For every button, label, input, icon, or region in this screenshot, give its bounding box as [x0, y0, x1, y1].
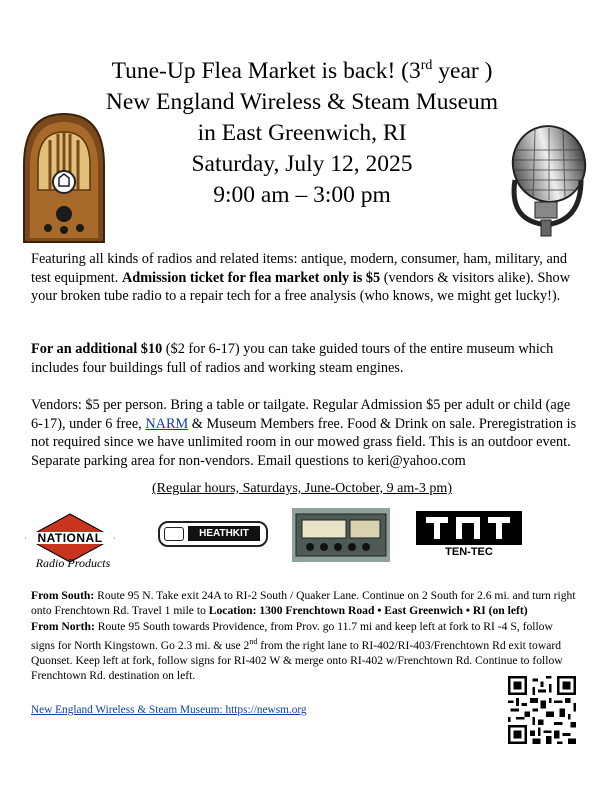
location-address: Location: 1300 Frenchtown Road • East Greenwich • RI (on left)	[208, 604, 528, 618]
header-date: Saturday, July 12, 2025	[191, 151, 413, 177]
microphone-icon	[497, 120, 591, 238]
cathedral-radio-icon	[18, 110, 110, 244]
regular-hours-note: (Regular hours, Saturdays, June-October, 9 am-3 pm)	[152, 481, 452, 496]
header-line-1: Tune-Up Flea Market is back! (3rd year )	[111, 58, 493, 84]
header-line-2: New England Wireless & Steam Museum	[105, 89, 499, 115]
tentec-logo	[416, 511, 522, 561]
header-time: 9:00 am – 3:00 pm	[213, 182, 391, 208]
museum-url-link[interactable]: https://newsm.org	[225, 704, 307, 716]
header-line-3: in East Greenwich, RI	[197, 120, 407, 146]
directions-from-south: From South: Route 95 N. Take exit 24A to RI-2 South / Quaker Lane. Continue on 2 South for 2.6 mi. and turn right onto Frenchtown Rd. Travel 1 mile to Location: 1300 Frenchtown Road • East Greenwich • RI (on left)	[31, 589, 576, 618]
national-logo	[22, 512, 118, 578]
tour-paragraph: For an additional $10 ($2 for 6-17) you can take guided tours of the entire museum which includes four buildings full of radios and working steam engines.	[31, 341, 554, 376]
qr-code-icon	[508, 676, 576, 744]
directions-section	[31, 588, 579, 684]
vendor-paragraph: Vendors: $5 per person. Bring a table or tailgate. Regular Admission $5 per adult or child (age 6-17), under 6 free, NARM & Museum Members free. Food & Drink on sale. Preregistration is not required since we have unlimited room in our mowed grass field. This is an outdoor event. Separate parking area for non-vendors. Email questions to keri@yahoo.com	[31, 397, 577, 469]
receiver-photo	[292, 508, 390, 562]
heathkit-logo	[158, 521, 268, 547]
intro-paragraph: Featuring all kinds of radios and related items: antique, modern, consumer, ham, military, and test equipment. Admission ticket for flea market only is $5 (vendors & visitors alike). Show your broken tube radio to a repair tech for a free analysis (who knows, we might get lucky!).	[31, 251, 571, 305]
museum-footer: New England Wireless & Steam Museum: https://newsm.org	[31, 704, 307, 716]
tour-price-highlight: For an additional $10	[31, 341, 163, 357]
heathkit-emblem-icon	[164, 527, 184, 541]
tentec-emblem-icon	[416, 511, 522, 545]
narm-link[interactable]: NARM	[145, 415, 189, 432]
admission-highlight: Admission ticket for flea market only is $5	[121, 269, 381, 286]
directions-from-north: From North: Route 95 South towards Providence, from Prov. go 11.7 mi and keep left at fork to RI -4 S, follow signs for North Kingstown. Go 2.3 mi. & use 2nd from the right lane to RI-402/RI-403/Frenchtown Rd exit toward Quonset. Keep left at fork, follow signs for RI-402 W & merge onto RI-402 w/Frenchtown Rd. Continue to follow Frenchtown Rd. destination on left.	[31, 619, 563, 683]
tentec-wordmark: TEN-TEC	[445, 546, 493, 558]
heathkit-wordmark: HEATHKIT	[188, 526, 260, 541]
national-subtitle: Radio Products	[35, 556, 111, 570]
national-wordmark: NATIONAL	[37, 531, 103, 545]
receiver-image-icon	[292, 508, 390, 562]
